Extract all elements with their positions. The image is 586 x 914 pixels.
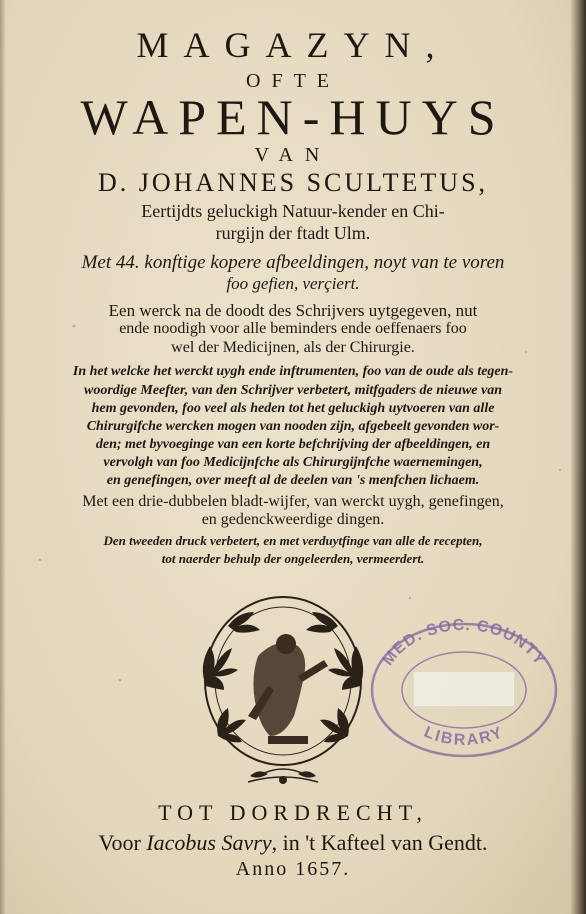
index-note-1: Met een drie-dubbelen bladt-wijfer, van werckt uygh, genefingen, <box>82 493 504 510</box>
work-description-1: Een werck na de doodt des Schrijvers uytgegeven, nut <box>108 301 478 320</box>
imprint-place: TOT DORDRECHT, <box>158 800 428 825</box>
svg-text:MED. SOC. COUNTY <box>380 617 549 669</box>
edition-note-2: tot naerder behulp der ongeleerden, vermeerdert. <box>161 551 425 566</box>
contents-paragraph-line: en genefingen, over meeft al de deelen van 's menfchen lichaem. <box>106 473 480 488</box>
title-ofte: OFTE <box>246 70 340 92</box>
illustrations-note-2: foo gefien, verçiert. <box>226 274 360 293</box>
imprint-publisher-address: , in 't Kafteel van Gendt. <box>271 830 488 855</box>
contents-paragraph-line: woordige Meefter, van den Schrijver verbetert, mitfgaders de nieuwe van <box>83 383 502 398</box>
contents-paragraph-line: den; met byvoeginge van een korte befchrijving der afbeeldingen, en <box>95 437 491 452</box>
imprint-publisher-prefix: Voor <box>98 830 147 855</box>
contents-paragraph-line: Chirurgifche wercken mogen van nooden zijn, afgebeelt gevonden wor- <box>86 419 500 434</box>
title-magazyn: MAGAZYN, <box>136 25 450 65</box>
work-description-3: wel der Medicijnen, als der Chirurgie. <box>171 339 415 356</box>
title-wapen-huys: WAPEN-HUYS <box>80 89 506 145</box>
imprint-publisher-name: Iacobus Savry <box>146 830 272 855</box>
library-ownership-stamp <box>364 610 564 760</box>
stamp-bottom-text: LIBRARY <box>421 723 507 750</box>
contents-paragraph-line: hem gevonden, foo veel als heden tot het geluckigh uytvoeren van alle <box>91 401 495 416</box>
author-description-2: rurgijn der ftadt Ulm. <box>215 223 371 243</box>
contents-paragraph-line: In het welcke het werckt uygh ende inftrumenten, foo van de oude als tegen- <box>72 364 514 379</box>
author-description-1: Eertijdts geluckigh Natuur-kender en Chi- <box>141 201 445 221</box>
illustrations-note-1: Met 44. konftige kopere afbeeldingen, noyt van te voren <box>81 252 505 273</box>
imprint-year: Anno 1657. <box>235 858 351 880</box>
title-van: VAN <box>254 144 332 166</box>
index-note-2: en gedenckweerdige dingen. <box>201 511 385 528</box>
edition-note-1: Den tweeden druck verbetert, en met verduytfinge van alle de recepten, <box>103 533 483 548</box>
stamp-top-text: MED. SOC. COUNTY <box>379 616 549 669</box>
author-name: D. JOHANNES SCULTETUS, <box>97 168 489 197</box>
work-description-2: ende noodigh voor alle beminders ende oeffenaers foo <box>119 320 467 337</box>
imprint-publisher <box>0 830 586 856</box>
contents-paragraph-line: vervolgh van foo Medicijnfche als Chirurgijnfche waernemingen, <box>103 455 483 470</box>
printers-device-vignette <box>188 586 378 788</box>
